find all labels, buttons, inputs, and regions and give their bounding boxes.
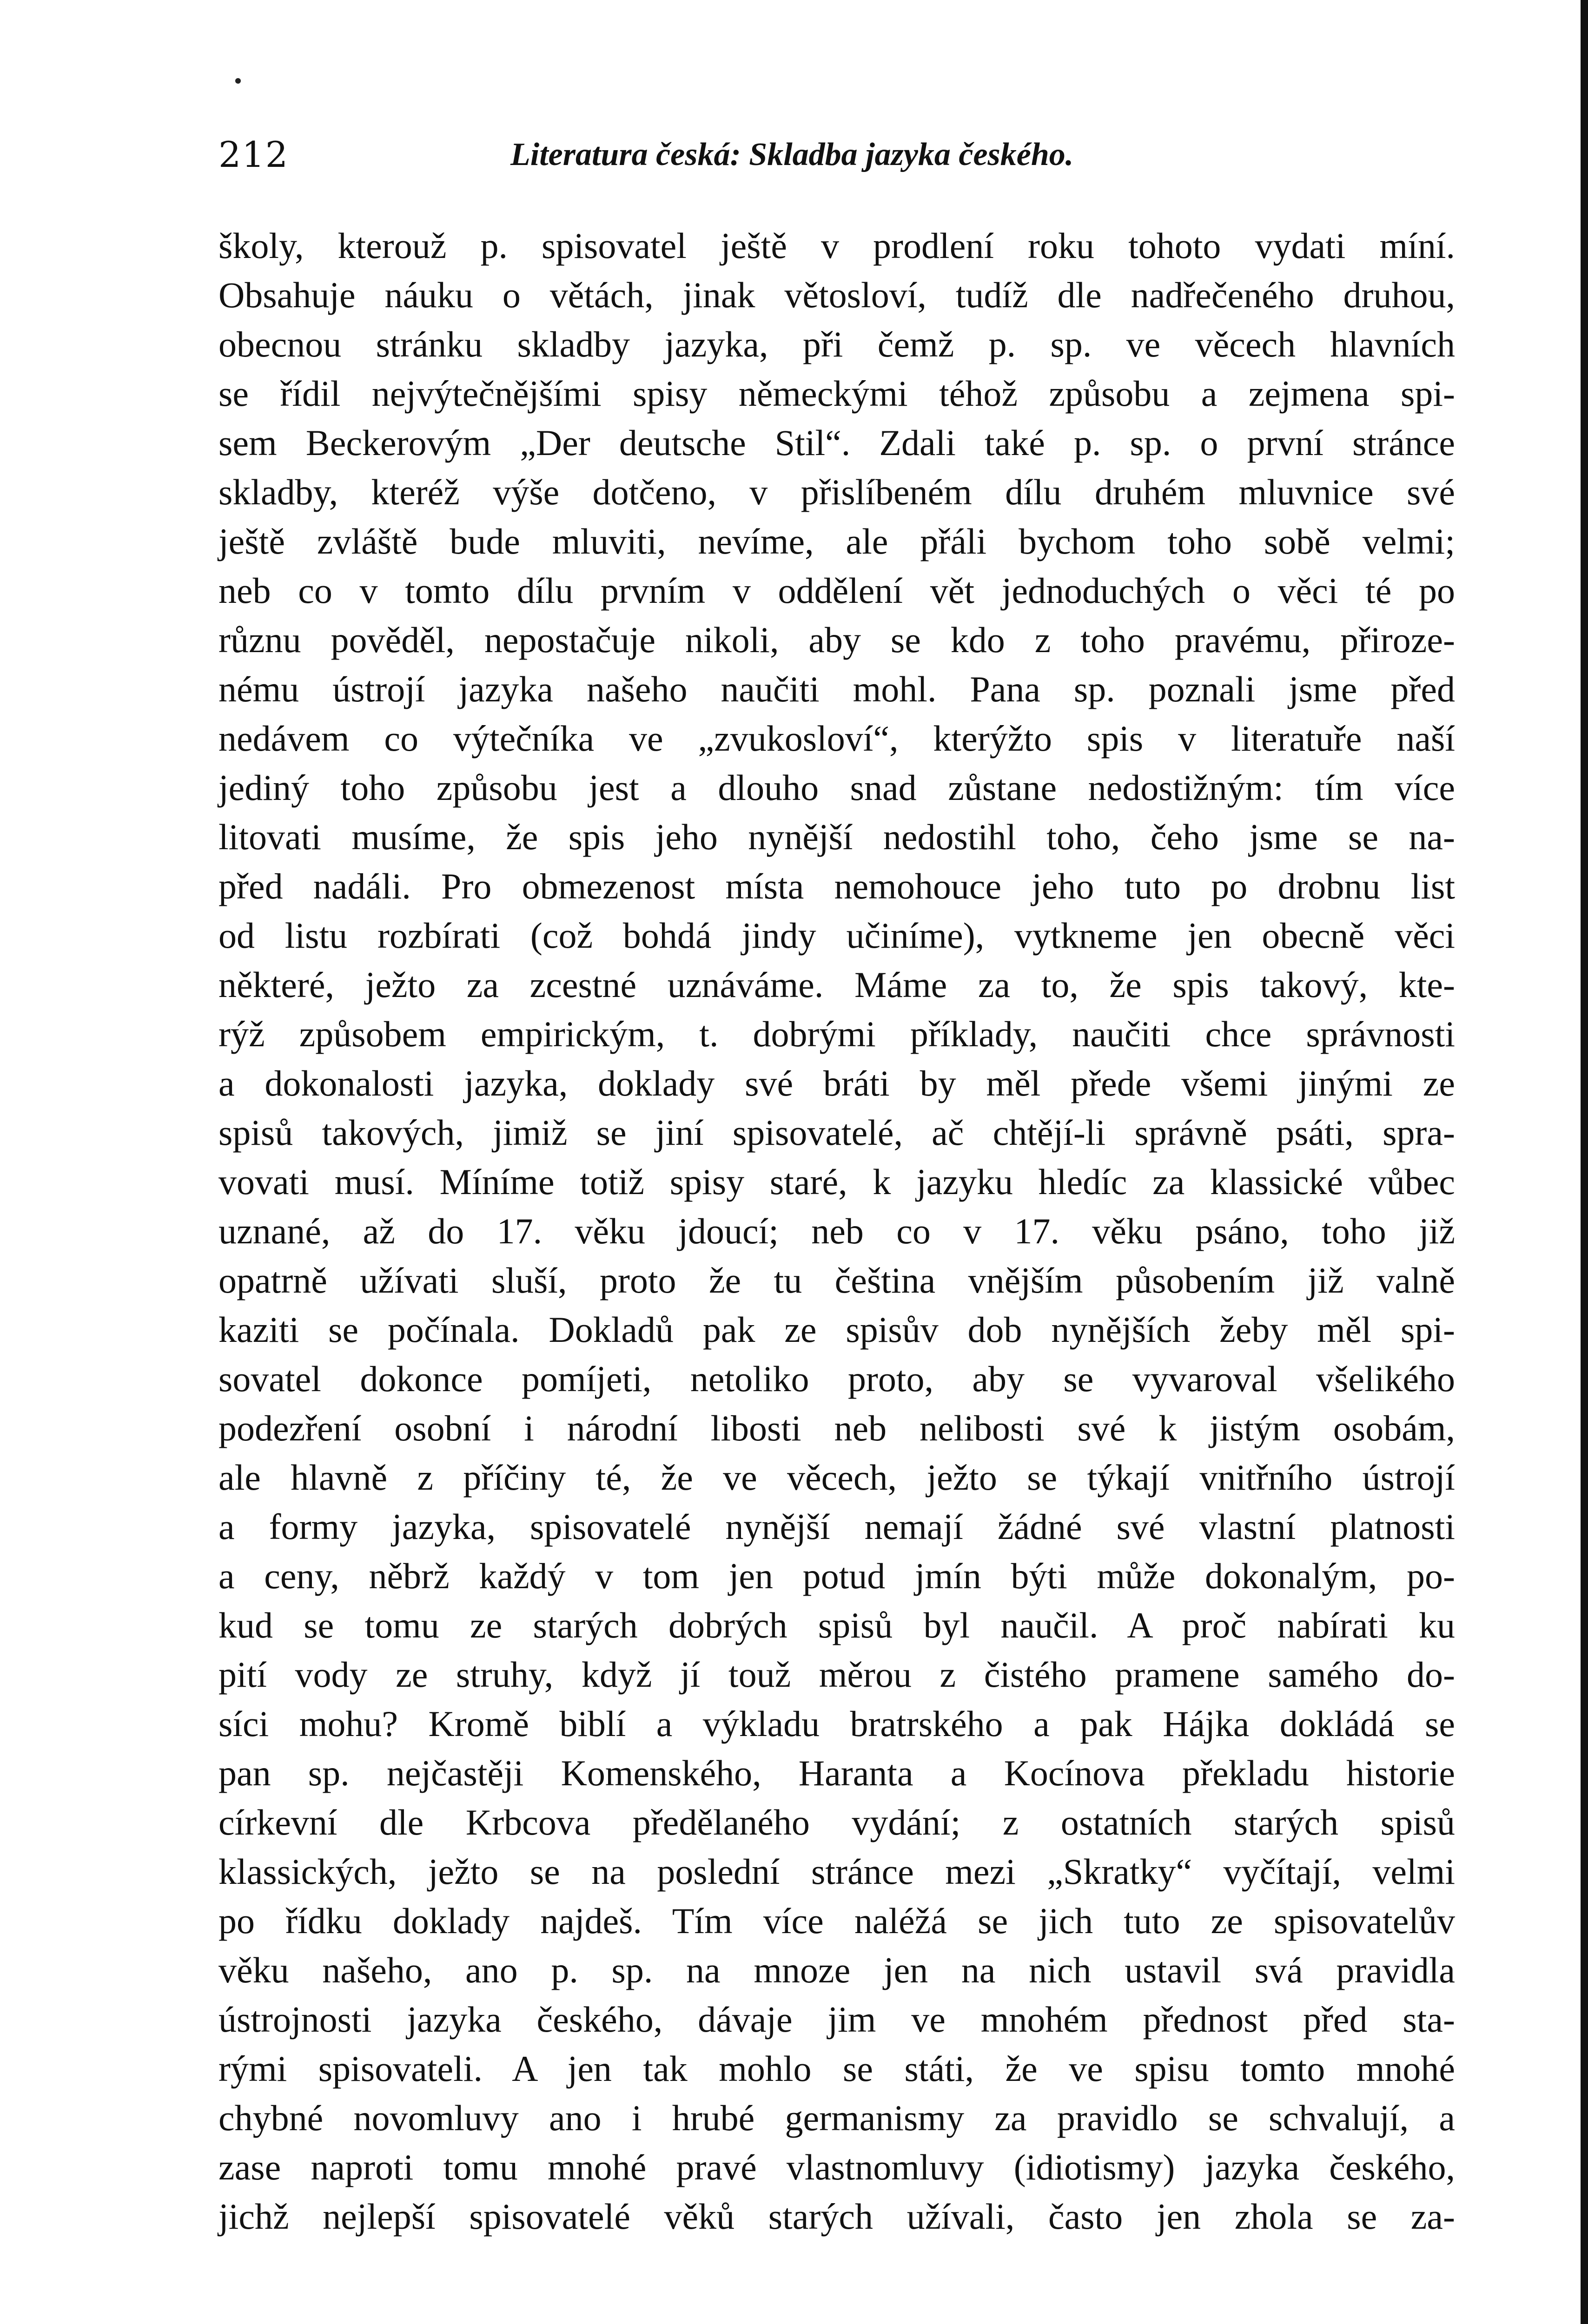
text-line: církevní dle Krbcova předělaného vydání; z ostatních starých spisů (218, 1802, 1455, 1842)
text-line: a ceny, něbrž každý v tom jen potud jmín býti může dokonalým, po- (218, 1556, 1455, 1596)
text-line: spisů takových, jimiž se jiní spisovatelé, ač chtějí-li správně psáti, spra- (218, 1112, 1455, 1153)
body-text (218, 221, 1455, 2241)
text-line: podezření osobní i národní libosti neb nelibosti své k jistým osobám, (218, 1408, 1455, 1448)
page-number: 212 (218, 134, 289, 175)
text-line: nému ústrojí jazyka našeho naučiti mohl. Pana sp. poznali jsme před (218, 669, 1455, 709)
text-line: kaziti se počínala. Dokladů pak ze spisův dob nynějších žeby měl spi- (218, 1309, 1455, 1350)
text-line: rýž způsobem empirickým, t. dobrými příklady, naučiti chce správnosti (218, 1014, 1455, 1054)
text-line: různu pověděl, nepostačuje nikoli, aby se kdo z toho pravému, přiroze- (218, 620, 1455, 660)
text-line: vovati musí. Míníme totiž spisy staré, k jazyku hledíc za klassické vůbec (218, 1162, 1455, 1202)
text-line: před nadáli. Pro obmezenost místa nemohouce jeho tuto po drobnu list (218, 866, 1455, 906)
text-line: klassických, ježto se na poslední stránce mezi „Skratky“ vyčítají, velmi (218, 1851, 1455, 1892)
text-line: rými spisovateli. A jen tak mohlo se státi, že ve spisu tomto mnohé (218, 2048, 1455, 2089)
text-line: ještě zvláště bude mluviti, nevíme, ale přáli bychom toho sobě velmi; (218, 521, 1455, 561)
text-line: sem Beckerovým „Der deutsche Stil“. Zdali také p. sp. o první stránce (218, 423, 1455, 463)
text-line: nedávem co výtečníka ve „zvukosloví“, kterýžto spis v literatuře naší (218, 718, 1455, 759)
scan-edge-right (1581, 0, 1588, 2324)
text-line: pití vody ze struhy, když jí touž měrou z čistého pramene samého do- (218, 1654, 1455, 1695)
text-line: obecnou stránku skladby jazyka, při čemž p. sp. ve věcech hlavních (218, 324, 1455, 364)
text-line: skladby, kteréž výše dotčeno, v přislíbeném dílu druhém mluvnice své (218, 472, 1455, 512)
text-line: síci mohu? Kromě biblí a výkladu bratrského a pak Hájka dokládá se (218, 1703, 1455, 1744)
text-line: Obsahuje náuku o větách, jinak větosloví, tudíž dle nadřečeného druhou, (218, 275, 1455, 315)
ink-speck (235, 78, 241, 84)
text-line: jediný toho způsobu jest a dlouho snad zůstane nedostižným: tím více (218, 767, 1455, 808)
text-line: zase naproti tomu mnohé pravé vlastnomluvy (idiotismy) jazyka českého, (218, 2147, 1455, 2187)
text-line: neb co v tomto dílu prvním v oddělení vět jednoduchých o věci té po (218, 570, 1455, 611)
text-line: a dokonalosti jazyka, doklady své bráti by měl přede všemi jinými ze (218, 1063, 1455, 1103)
text-line: věku našeho, ano p. sp. na mnoze jen na nich ustavil svá pravidla (218, 1950, 1455, 1990)
text-line: ale hlavně z příčiny té, že ve věcech, ježto se týkají vnitřního ústrojí (218, 1457, 1455, 1498)
text-line: školy, kterouž p. spisovatel ještě v prodlení roku tohoto vydati míní. (218, 225, 1455, 266)
text-line: uznané, až do 17. věku jdoucí; neb co v 17. věku psáno, toho již (218, 1211, 1455, 1251)
text-line: některé, ježto za zcestné uznáváme. Máme za to, že spis takový, kte- (218, 964, 1455, 1005)
text-line: po řídku doklady najdeš. Tím více naléžá se jich tuto ze spisovatelův (218, 1901, 1455, 1941)
text-line: litovati musíme, že spis jeho nynější nedostihl toho, čeho jsme se na- (218, 817, 1455, 857)
text-line: opatrně užívati sluší, proto že tu čeština vnějším působením již valně (218, 1260, 1455, 1301)
text-line: ústrojnosti jazyka českého, dávaje jim ve mnohém přednost před sta- (218, 1999, 1455, 2040)
text-line: od listu rozbírati (což bohdá jindy učiníme), vytkneme jen obecně věci (218, 915, 1455, 956)
text-line: kud se tomu ze starých dobrých spisů byl naučil. A proč nabírati ku (218, 1605, 1455, 1645)
text-line: sovatel dokonce pomíjeti, netoliko proto, aby se vyvaroval všelikého (218, 1359, 1455, 1399)
text-line: se řídil nejvýtečnějšími spisy německými téhož způsobu a zejmena spi- (218, 373, 1455, 414)
text-line: pan sp. nejčastěji Komenského, Haranta a Kocínova překladu historie (218, 1753, 1455, 1793)
text-line: jichž nejlepší spisovatelé věků starých užívali, často jen zhola se za- (218, 2196, 1455, 2237)
text-line: chybné novomluvy ano i hrubé germanismy za pravidlo se schvalují, a (218, 2098, 1455, 2138)
text-line: a formy jazyka, spisovatelé nynější nemají žádné své vlastní platnosti (218, 1506, 1455, 1547)
running-title: Literatura česká: Skladba jazyka českého. (510, 137, 1074, 172)
